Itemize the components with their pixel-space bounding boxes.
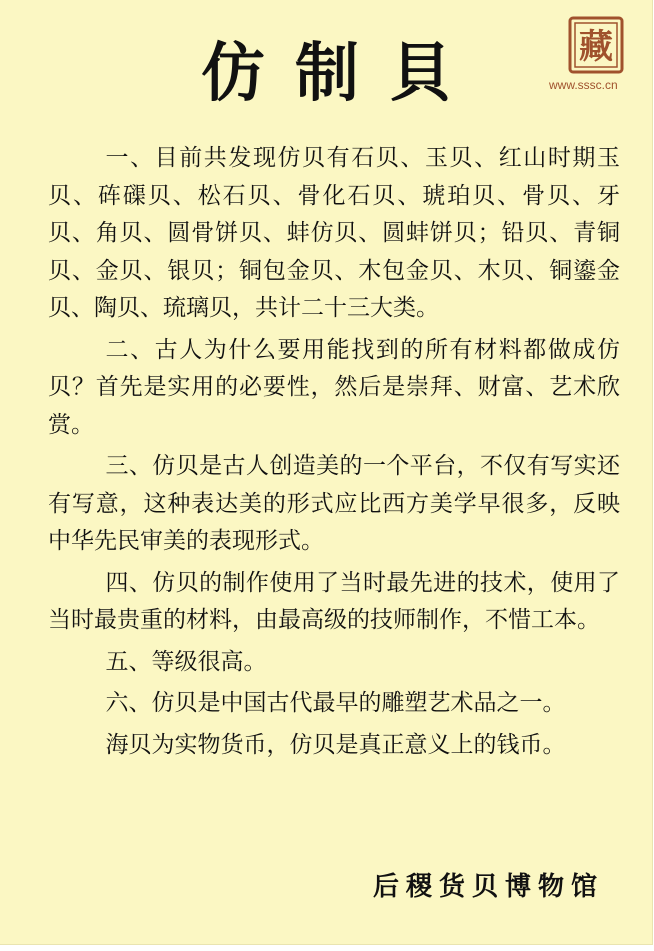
seal-logo-icon [568, 16, 624, 74]
paragraph-5: 五、等级很高。 [105, 648, 267, 675]
museum-name: 后稷货贝博物馆 [372, 872, 604, 902]
paragraph-6: 六、仿贝是中国古代最早的雕塑艺术品之一。 [105, 690, 566, 716]
page-title: 仿制貝 [201, 36, 483, 111]
paragraph-1: 一、目前共发现仿贝有石贝、玉贝、红山时期玉贝、砗磲贝、松石贝、骨化石贝、琥珀贝、骨贝、牙贝、角贝、圆骨饼贝、蚌仿贝、圆蚌饼贝；铅贝、青铜贝、金贝、银贝；铜包金贝、木包金贝、木贝、铜鎏金贝、陶贝、琉璃贝，共计二十三大类。 [48, 145, 620, 321]
body-text [48, 140, 620, 768]
paragraph-4: 四、仿贝的制作使用了当时最先进的技术，使用了当时最贵重的材料，由最高级的技师制作，不惜工本。 [48, 569, 620, 633]
seal-glyph: 藏 [579, 27, 613, 67]
site-url: www.sssc.cn [549, 78, 618, 92]
paragraph-3: 三、仿贝是古人创造美的一个平台，不仅有写实还有写意，这种表达美的形式应比西方美学早很多，反映中华先民审美的表现形式。 [48, 453, 620, 554]
paragraph-2: 二、古人为什么要用能找到的所有材料都做成仿贝？首先是实用的必要性，然后是崇拜、财富、艺术欣赏。 [48, 336, 620, 438]
paragraph-7: 海贝为实物货币，仿贝是真正意义上的钱币。 [105, 731, 566, 758]
